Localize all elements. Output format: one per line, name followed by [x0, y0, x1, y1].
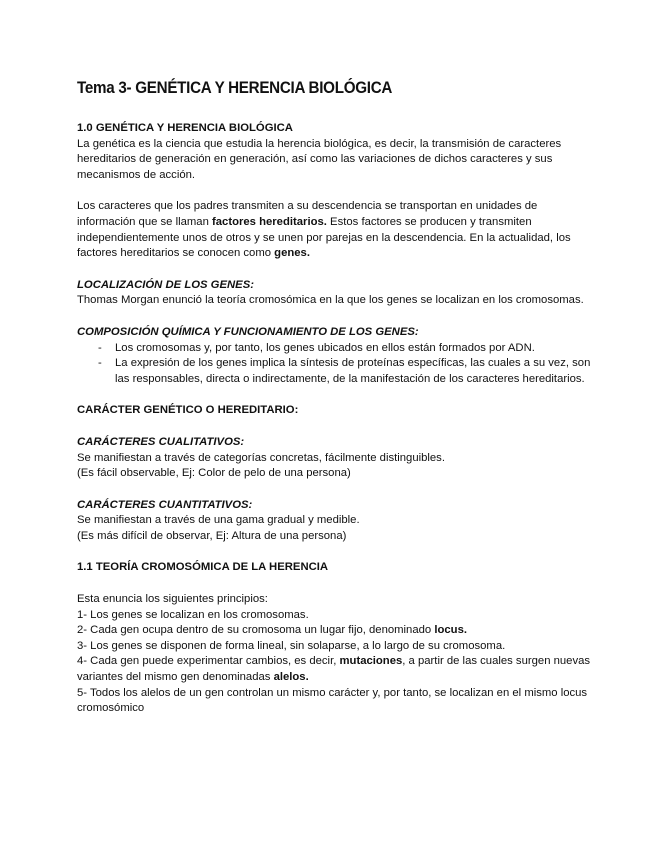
principle-2: [77, 623, 595, 639]
section-heading-caracter: CARÁCTER GENÉTICO O HEREDITARIO:: [77, 404, 299, 417]
bold-term-mutaciones: mutaciones: [339, 655, 403, 668]
line-cualitativos-1: Se manifiestan a través de categorías concretas, fácilmente distinguibles.: [77, 451, 445, 464]
section-heading-genetica: 1.0 GENÉTICA Y HERENCIA BIOLÓGICA: [77, 122, 293, 134]
line-cuantitativos-2: (Es más difícil de observar, Ej: Altura de una persona): [77, 529, 347, 542]
list-item: [77, 356, 595, 387]
list-item-text: Los cromosomas y, por tanto, los genes ubicados en ellos están formados por ADN.: [115, 341, 535, 354]
text-run: , a partir de las cuales surgen nuevas variantes del mismo gen denominadas: [77, 655, 591, 684]
subheading-cuantitativos: CARÁCTERES CUANTITATIVOS:: [77, 498, 253, 511]
line-cuantitativos-1: Se manifiestan a través de una gama gradual y medible.: [77, 514, 360, 527]
principle-5: 5- Todos los alelos de un gen controlan un mismo carácter y, por tanto, se localizan en el mismo locus cromosómico: [77, 686, 588, 715]
bold-term-locus: locus.: [434, 624, 467, 637]
text-run: 2- Cada gen ocupa dentro de su cromosoma un lugar fijo, denominado: [77, 624, 435, 637]
paragraph-definicion: La genética es la ciencia que estudia la herencia biológica, es decir, la transmisión de caracteres hereditarios de generación en generación, así como las variaciones de dichos caracteres y sus mecanismos de acción.: [77, 137, 562, 181]
line-intro-principios: Esta enuncia los siguientes principios:: [77, 593, 268, 606]
bold-term-factores: factores hereditarios.: [212, 215, 327, 228]
bold-term-genes: genes.: [274, 247, 310, 260]
principle-1: 1- Los genes se localizan en los cromosomas.: [77, 608, 309, 621]
document-title: Tema 3- GENÉTICA Y HERENCIA BIOLÓGICA: [77, 79, 393, 97]
text-run: 4- Cada gen puede experimentar cambios, es decir,: [77, 655, 340, 668]
paragraph-localizacion: Thomas Morgan enunció la teoría cromosómica en la que los genes se localizan en los cromosomas.: [77, 294, 584, 307]
subheading-composicion: COMPOSICIÓN QUÍMICA Y FUNCIONAMIENTO DE LOS GENES:: [77, 325, 419, 338]
bold-term-alelos: alelos.: [273, 671, 309, 684]
principle-3: 3- Los genes se disponen de forma lineal, sin solaparse, a lo largo de su cromosoma.: [77, 639, 506, 652]
composition-list: [77, 341, 595, 388]
subheading-localizacion: LOCALIZACIÓN DE LOS GENES:: [77, 278, 254, 291]
dash-bullet: -: [98, 357, 102, 370]
list-item: [77, 341, 595, 357]
dash-bullet: -: [98, 341, 102, 354]
section-heading-teoria: 1.1 TEORÍA CROMOSÓMICA DE LA HERENCIA: [77, 561, 329, 574]
line-cualitativos-2: (Es fácil observable, Ej: Color de pelo de una persona): [77, 467, 351, 480]
principle-4: [77, 654, 595, 685]
list-item-text: La expresión de los genes implica la síntesis de proteínas específicas, las cuales a su vez, son las responsables, directa o indirectamente, de la manifestación de los caracteres hereditarios.: [115, 357, 591, 385]
paragraph-factores: [77, 199, 595, 261]
text-run: Los caracteres que los padres transmiten a su descendencia se transportan en unidades de información que se llaman: [77, 200, 538, 228]
text-run: Estos factores se producen y transmiten independientemente unos de otros y se unen por parejas en la descendencia. En la actualidad, los factores hereditarios se conocen como: [77, 215, 571, 260]
subheading-cualitativos: CARÁCTERES CUALITATIVOS:: [77, 435, 245, 448]
